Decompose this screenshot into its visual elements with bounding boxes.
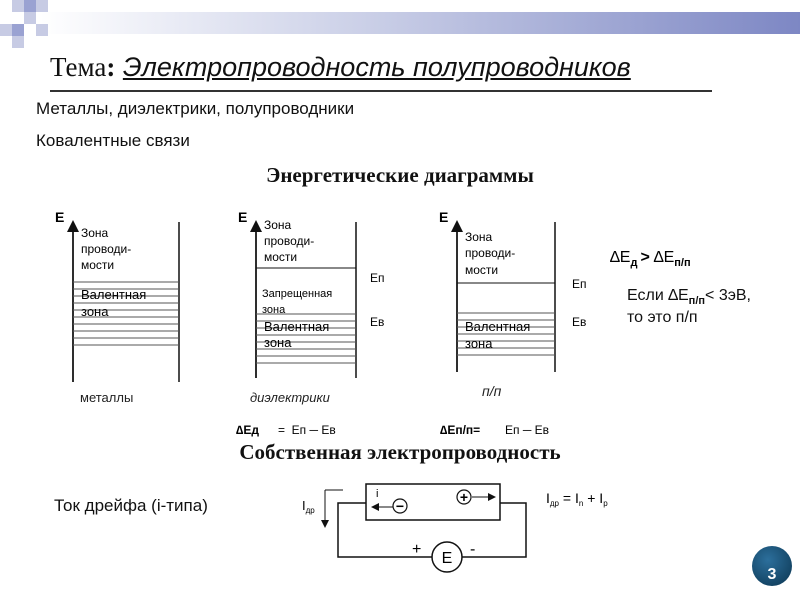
drift-current-title: Ток дрейфа (i-типа)	[54, 496, 208, 515]
source-minus-terminal: -	[470, 541, 476, 558]
semiconductor-formula-left: ∆Eп/п=	[440, 423, 481, 437]
page-number-badge[interactable]: 3	[752, 546, 792, 586]
title-label: Тема	[50, 52, 107, 82]
semiconductor-formula-rest: Eп ─ Eв	[505, 423, 550, 437]
semiconductor-conduction-label-1: Зона	[465, 230, 493, 244]
drift-current-circuit	[302, 484, 608, 572]
semiconductor-ec-label: Eп	[572, 277, 587, 291]
current-equation: $I_{др} = I_n + I_p$	[546, 490, 608, 508]
dielectric-conduction-label-1: Зона	[264, 218, 292, 232]
semiconductor-axis-label: E	[439, 209, 449, 225]
semiconductor-valence-label-2: зона	[465, 336, 493, 351]
semiconductor-conduction-label-3: мости	[465, 263, 499, 277]
dielectric-formula-left: ∆Eд	[236, 423, 259, 437]
dielectric-ec-label: Eп	[370, 271, 385, 285]
hole-charge-sign: +	[459, 489, 469, 505]
dielectric-valence-label-1: Валентная	[264, 319, 330, 334]
title-colon: :	[106, 52, 116, 82]
voltage-source-label: E	[441, 550, 453, 567]
metal-caption: металлы	[80, 390, 134, 405]
semiconductor-condition-line2: то это п/п	[627, 309, 698, 326]
dielectric-formula-rest: = Eп ─ Eв	[278, 423, 336, 437]
semiconductor-conduction-label-2: проводи-	[465, 246, 516, 260]
heading-energy-diagrams: Энергетические диаграммы	[266, 163, 534, 187]
metal-conduction-label-3: мости	[81, 258, 115, 272]
title-rule	[50, 90, 712, 92]
metal-valence-label-1: Валентная	[81, 287, 147, 302]
metal-conduction-label-1: Зона	[81, 226, 109, 240]
comparison-formula: $\Delta E_д > \Delta E_{п/п}$	[610, 249, 691, 269]
semiconductor-valence-label-1: Валентная	[465, 319, 531, 334]
bullet-line-metals: Металлы, диэлектрики, полупроводники	[36, 99, 355, 118]
metal-axis-label: E	[55, 209, 65, 225]
semiconductor-condition-line1: Если $\Delta E_{п/п}< 3эВ$,	[627, 287, 751, 308]
dielectric-caption: диэлектрики	[250, 390, 330, 405]
semiconductor-sample	[366, 484, 500, 520]
title-topic: Электропроводность полупроводников	[122, 52, 631, 82]
dielectric-forbidden-label-2: зона	[262, 304, 286, 316]
semiconductor-caption: п/п	[482, 383, 502, 399]
dielectric-diagram	[236, 209, 385, 437]
dielectric-forbidden-label-1: Запрещенная	[262, 288, 333, 300]
metal-valence-label-2: зона	[81, 304, 109, 319]
dielectric-ev-label: Eв	[370, 315, 385, 329]
semiconductor-diagram	[439, 209, 587, 437]
dielectric-conduction-label-2: проводи-	[264, 234, 315, 248]
dielectric-axis-label: E	[238, 209, 248, 225]
electron-charge-sign: −	[395, 498, 405, 514]
source-plus-terminal: +	[412, 541, 422, 558]
metal-diagram	[55, 209, 179, 405]
dielectric-valence-label-2: зона	[264, 335, 292, 350]
sample-current-label: i	[376, 488, 379, 500]
metal-conduction-label-2: проводи-	[81, 242, 132, 256]
semiconductor-ev-label: Eв	[572, 315, 587, 329]
heading-intrinsic-conductivity: Собственная электропроводность	[239, 440, 561, 464]
dielectric-conduction-label-3: мости	[264, 250, 298, 264]
drift-current-label: $I_{др}$	[302, 498, 315, 515]
bullet-line-covalent: Ковалентные связи	[36, 131, 190, 150]
